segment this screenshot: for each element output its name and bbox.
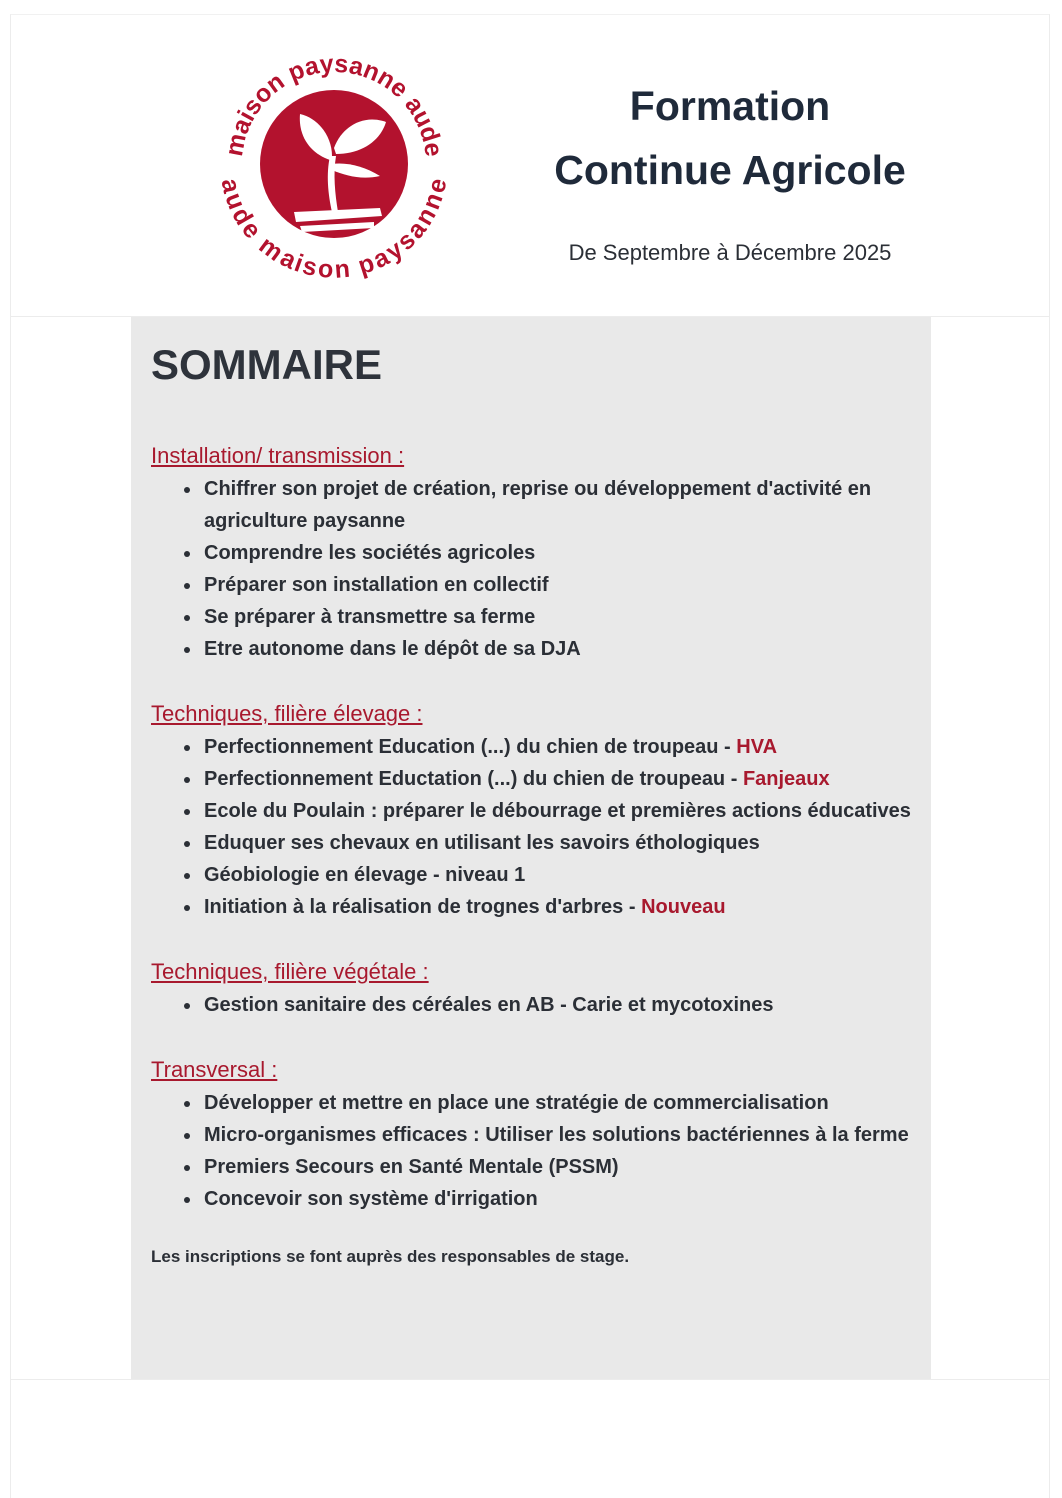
item-list	[151, 731, 921, 923]
registration-note: Les inscriptions se font auprès des responsables de stage.	[151, 1247, 630, 1266]
list-item[interactable]: Chiffrer son projet de création, reprise ou développement d'activité en agriculture paysanne	[151, 473, 921, 537]
list-item[interactable]: Comprendre les sociétés agricoles	[151, 537, 921, 569]
item-list	[151, 989, 921, 1021]
title-line-1: Formation	[629, 83, 831, 129]
section-transversal	[151, 1053, 921, 1215]
header	[10, 14, 1050, 317]
location-tag: HVA	[736, 736, 778, 758]
section-heading[interactable]: Techniques, filière élevage :	[151, 701, 423, 726]
summary-sections	[151, 439, 921, 1267]
item-list	[151, 1087, 921, 1215]
list-item[interactable]: Préparer son installation en collectif	[151, 569, 921, 601]
section-heading[interactable]: Techniques, filière végétale :	[151, 959, 429, 984]
section-installation	[151, 439, 921, 665]
logo-text-bottom: aude maison paysanne	[215, 176, 453, 284]
list-item[interactable]: Initiation à la réalisation de trognes d'arbres - Nouveau	[151, 891, 921, 923]
subtitle-dates: De Septembre à Décembre 2025	[568, 240, 892, 265]
title-block	[520, 74, 940, 266]
new-tag: Nouveau	[641, 896, 726, 918]
section-vegetale	[151, 955, 921, 1021]
list-item[interactable]: Gestion sanitaire des céréales en AB - Carie et mycotoxines	[151, 989, 921, 1021]
list-item[interactable]: Géobiologie en élevage - niveau 1	[151, 859, 921, 891]
list-item[interactable]: Se préparer à transmettre sa ferme	[151, 601, 921, 633]
list-item[interactable]: Ecole du Poulain : préparer le débourrage et premières actions éducatives	[151, 795, 921, 827]
list-item[interactable]: Perfectionnement Eductation (...) du chien de troupeau - Fanjeaux	[151, 763, 921, 795]
section-heading[interactable]: Installation/ transmission :	[151, 443, 405, 468]
title-line-2: Continue Agricole	[554, 147, 906, 193]
maison-paysanne-logo	[214, 44, 454, 284]
footer-divider	[10, 1379, 1050, 1380]
list-item[interactable]: Développer et mettre en place une stratégie de commercialisation	[151, 1087, 921, 1119]
list-item[interactable]: Etre autonome dans le dépôt de sa DJA	[151, 633, 921, 665]
summary-title: SOMMAIRE	[151, 341, 382, 388]
list-item[interactable]: Perfectionnement Education (...) du chien de troupeau - HVA	[151, 731, 921, 763]
list-item[interactable]: Premiers Secours en Santé Mentale (PSSM)	[151, 1151, 921, 1183]
summary-panel	[131, 317, 931, 1379]
section-heading[interactable]: Transversal :	[151, 1057, 278, 1082]
list-item[interactable]: Eduquer ses chevaux en utilisant les savoirs éthologiques	[151, 827, 921, 859]
item-list	[151, 473, 921, 665]
logo-text-top: maison paysanne aude	[219, 49, 448, 159]
list-item[interactable]: Concevoir son système d'irrigation	[151, 1183, 921, 1215]
location-tag: Fanjeaux	[742, 768, 830, 790]
list-item[interactable]: Micro-organismes efficaces : Utiliser les solutions bactériennes à la ferme	[151, 1119, 921, 1151]
section-elevage	[151, 697, 921, 923]
